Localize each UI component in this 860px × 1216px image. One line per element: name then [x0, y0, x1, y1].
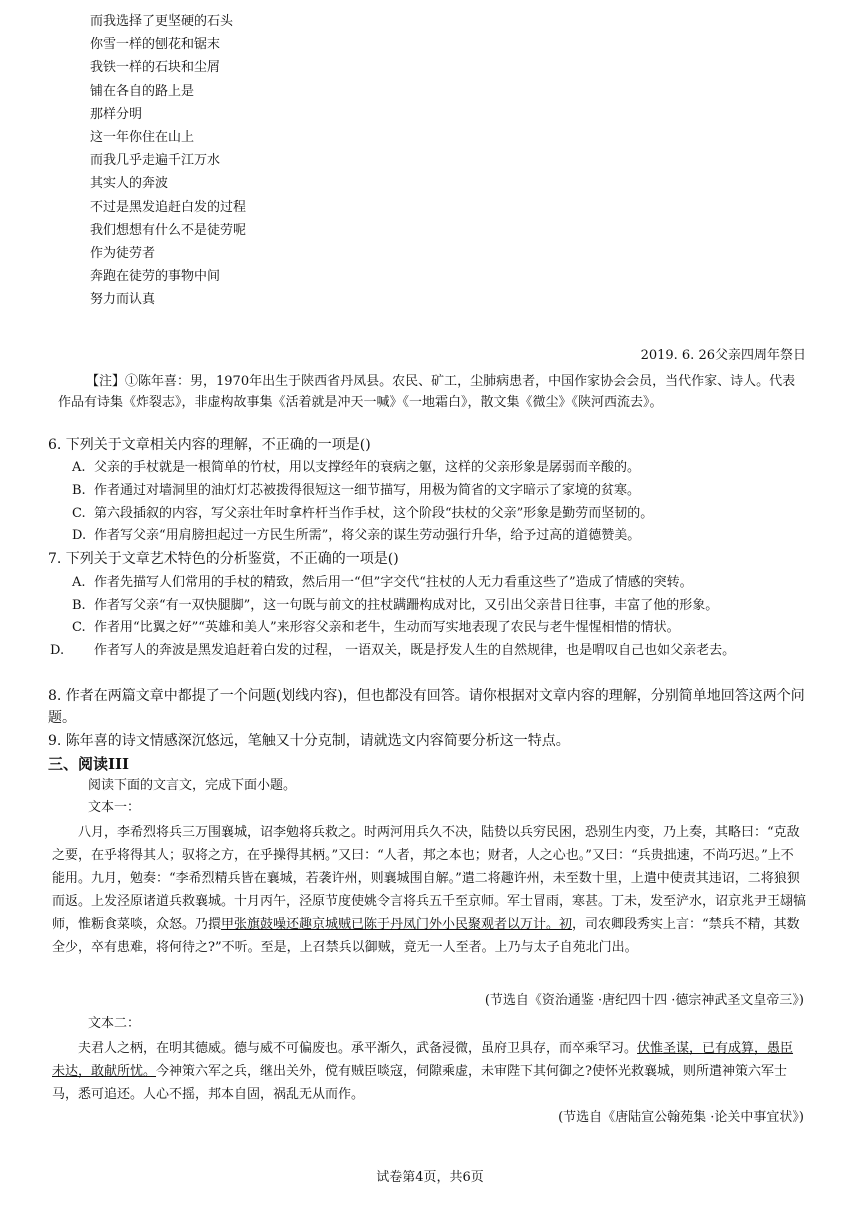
text-1-label: 文本一：	[88, 800, 141, 815]
option-key: C.	[72, 506, 86, 521]
poem-line: 那样分明	[90, 106, 143, 122]
option-key: D.	[72, 528, 87, 543]
text-2-body	[52, 1037, 806, 1106]
option-text: 作者先描写人们常用的手杖的精致，然后用一“但”字交代“拄杖的人无力看重这些了”造成了情感的突转。	[94, 575, 693, 590]
option-key: A.	[72, 460, 86, 475]
poem	[90, 10, 246, 311]
option-key: B.	[72, 598, 86, 613]
text-2-source: (节选自《唐陆宣公翰苑集 ·论关中事宜状》)	[558, 1110, 804, 1125]
text-1-rest: ，司农卿段秀实上言：“禁兵不精，其数全少，卒有患难，将何待之?”不听。至是，上召禁兵以御贼，竟无一人至者。上乃与太子自苑北门出。	[52, 917, 800, 955]
question-7-option-b	[72, 595, 812, 617]
text-1-main: 八月，李希烈将兵三万围襄城，诏李勉将兵救之。时两河用兵久不决，陆贽以兵穷民困，恐别生内变，乃上奏，其略曰：“克敌之要，在乎将得其人；驭将之方，在乎操得其柄。”又曰：“人者，邦之本也；财者，人之心也。”又曰：“兵贵拙速，不尚巧迟。”上不能用。九月，勉奏：“李希烈精兵皆在襄城，若袭许州，则襄城围自解。”遣二将趣许州，未至数十里，上遣中使责其违诏，二将狼狈而返。上发泾原诸道兵救襄城。十月丙午，泾原节度使姚令言将兵五千至京师。军士冒雨，寒甚。丁未，发至浐水，诏京兆尹王翃犒师，惟粝食菜啖，众怒。乃擐	[52, 825, 807, 932]
text-2-rest: 今神策六军之兵，继出关外，傥有贼臣啖寇，伺隙乘虚，未审陛下其何御之?使怀光救襄城，则所遣神策六军士马，悉可追还。人心不摇，邦本自固，祸乱无从而作。	[52, 1064, 787, 1102]
section-3-title: 三、阅读III	[48, 755, 130, 773]
question-6-option-a	[72, 457, 812, 479]
text-2-underlined: 伏惟圣谋，已有成算，愚臣未达，敢献所忧。	[52, 1041, 794, 1079]
poem-line: 不过是黑发追赶白发的过程	[90, 199, 247, 215]
author-note: 【注】①陈年喜：男，1970年出生于陕西省丹凤县。农民、矿工，尘肺病患者，中国作家协会会员，当代作家、诗人。代表作品有诗集《炸裂志》，非虚构故事集《活着就是冲天一喊》《一地霜白》，散文集《微尘》《陕河西流去》。	[58, 374, 796, 410]
section-3-intro: 阅读下面的文言文，完成下面小题。	[88, 778, 297, 793]
poem-line: 而我选择了更坚硬的石头	[90, 14, 234, 29]
poem-line: 奔跑在徒劳的事物中间	[90, 269, 221, 285]
question-6-option-b	[72, 480, 812, 502]
question-7-option-d	[50, 640, 834, 662]
page-footer: 试卷第4页，共6页	[376, 1170, 484, 1185]
text-2-label: 文本二：	[88, 1016, 141, 1031]
option-text: 作者通过对墙洞里的油灯灯芯被拨得很短这一细节描写，用极为简省的文字暗示了家境的贫寒。	[94, 483, 641, 498]
option-key: A.	[72, 575, 86, 590]
question-8: 8. 作者在两篇文章中都提了一个问题(划线内容)，但也都没有回答。请你根据对文章内容的理解，分别简单地回答这两个问题。	[48, 688, 805, 726]
poem-date: 2019. 6. 26父亲四周年祭日	[640, 348, 806, 363]
option-text: 作者写人的奔波是黑发追赶着白发的过程， 一语双关，既是抒发人生的自然规律，也是喟叹自己也如父亲老去。	[94, 643, 736, 658]
poem-line: 我铁一样的石块和尘屑	[90, 60, 221, 76]
option-key: C.	[72, 620, 86, 635]
text-1-source: (节选自《资治通鉴 ·唐纪四十四 ·德宗神武圣文皇帝三》)	[484, 993, 804, 1008]
text-2-pre: 夫君人之柄，在明其德威。德与威不可偏废也。承平渐久，武备浸微，虽府卫具存，而卒乘罕习。	[78, 1041, 638, 1056]
option-text: 父亲的手杖就是一根简单的竹杖，用以支撑经年的衰病之躯，这样的父亲形象是孱弱而辛酸的。	[94, 460, 641, 475]
text-1-body	[52, 821, 806, 959]
question-9: 9. 陈年喜的诗文情感深沉悠远，笔触又十分克制，请就选文内容简要分析这一特点。	[48, 733, 570, 749]
option-key: B.	[72, 483, 86, 498]
poem-line: 作为徒劳者	[90, 245, 156, 261]
poem-line: 努力而认真	[90, 292, 156, 308]
option-key: D.	[50, 643, 65, 658]
question-6-option-c	[72, 503, 812, 525]
poem-line: 这一年你住在山上	[90, 129, 195, 145]
question-7-stem: 7. 下列关于文章艺术特色的分析鉴赏，不正确的一项是()	[48, 551, 399, 567]
question-7-option-a	[72, 572, 812, 594]
question-6-option-d	[72, 525, 812, 547]
option-text: 第六段插叙的内容，写父亲壮年时拿杵杆当作手杖，这个阶段“扶杖的父亲”形象是勤劳而坚韧的。	[94, 506, 654, 521]
poem-line: 铺在各自的路上是	[90, 83, 195, 99]
poem-line: 而我几乎走遍千江万水	[90, 153, 221, 169]
poem-line: 你雪一样的刨花和锯末	[90, 37, 221, 53]
question-6-stem: 6. 下列关于文章相关内容的理解，不正确的一项是()	[48, 437, 371, 453]
poem-line: 我们想想有什么不是徒劳呢	[90, 222, 247, 238]
option-text: 作者写父亲“有一双快腿脚”，这一句既与前文的拄杖蹒跚构成对比，又引出父亲昔日往事，丰富了他的形象。	[94, 598, 719, 613]
text-1-underlined: 甲张旗鼓噪还趣京城贼已陈于丹凤门外小民聚观者以万计。初	[221, 917, 573, 932]
poem-line: 其实人的奔波	[90, 176, 169, 192]
option-text: 作者用“比翼之好”“英雄和美人”来形容父亲和老牛，生动而写实地表现了农民与老牛惺惺相惜的情状。	[94, 620, 680, 635]
option-text: 作者写父亲“用肩膀担起过一方民生所需”，将父亲的谋生劳动强行升华，给予过高的道德赞美。	[94, 528, 641, 543]
question-7-option-c	[72, 617, 812, 639]
